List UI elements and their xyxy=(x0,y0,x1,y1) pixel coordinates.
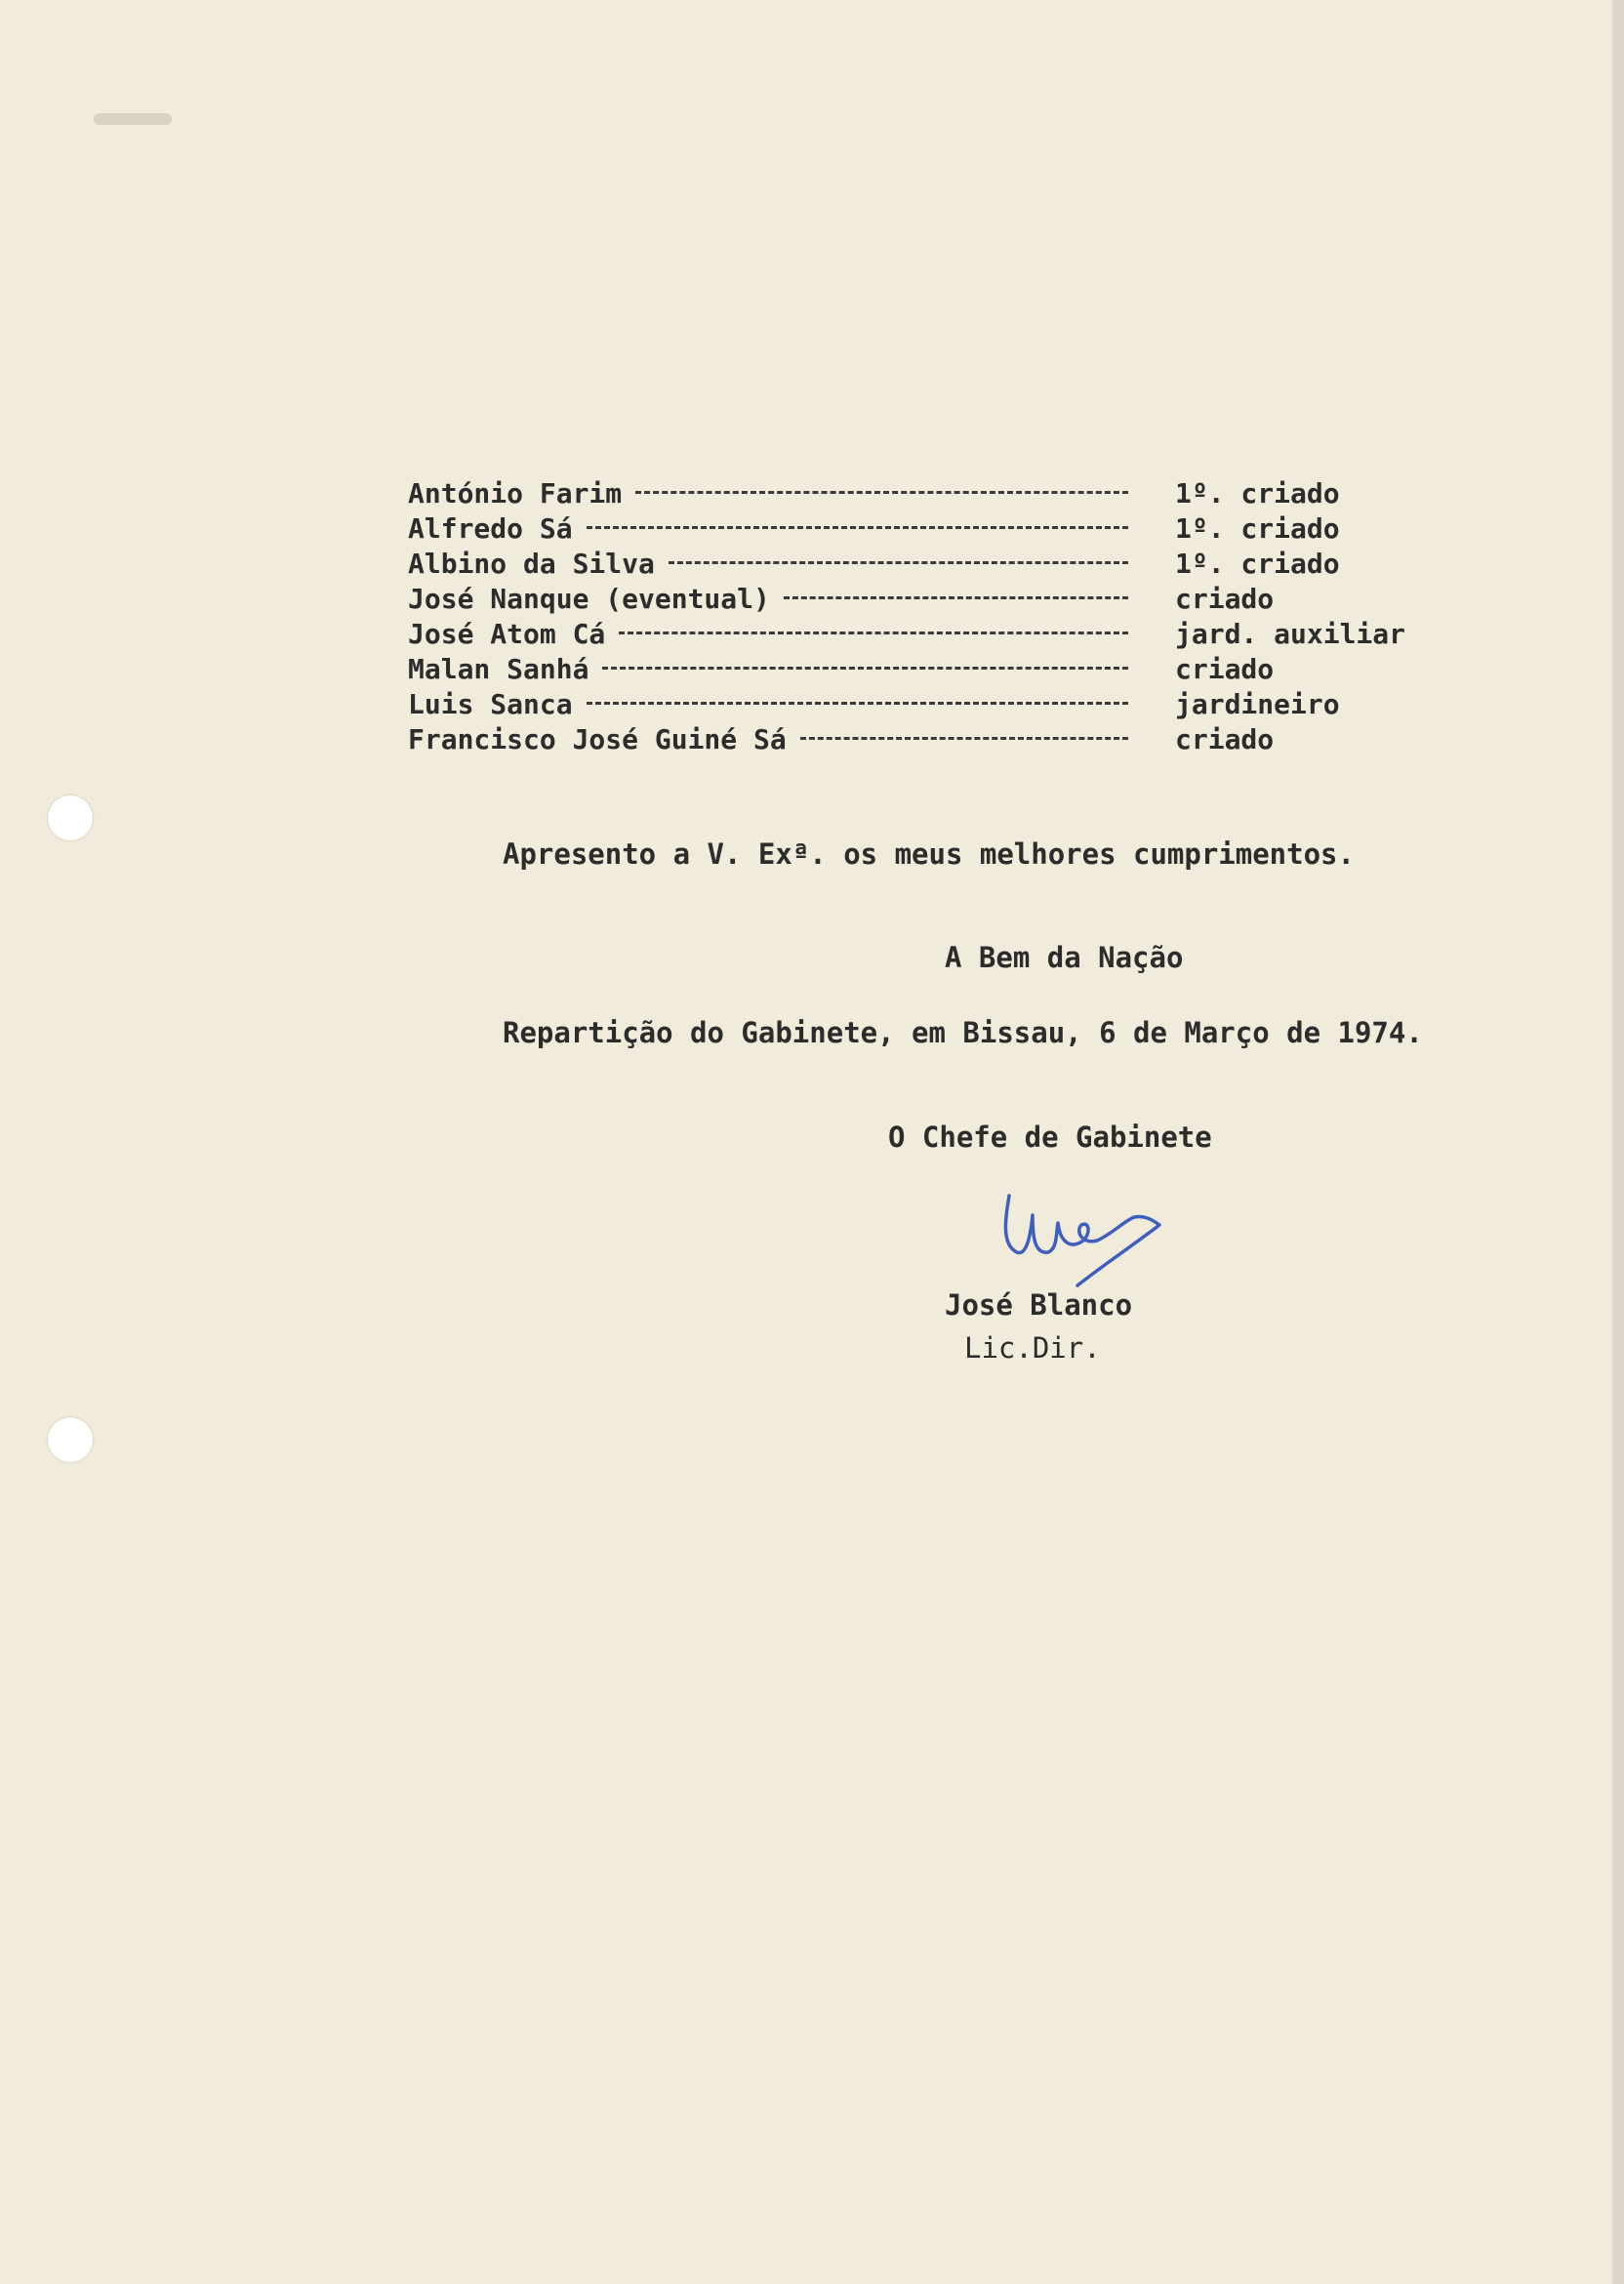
staff-row xyxy=(408,687,1482,722)
staff-role: jardineiro xyxy=(1175,688,1340,720)
closing-motto: A Bem da Nação xyxy=(945,941,1184,974)
staff-name: Malan Sanhá xyxy=(408,653,589,685)
dash-leader xyxy=(602,667,1128,670)
staff-row xyxy=(408,617,1482,652)
staff-name: José Atom Cá xyxy=(408,618,606,650)
signatory-degree: Lic.Dir. xyxy=(964,1331,1101,1365)
staff-row xyxy=(408,582,1482,617)
staff-name: Alfredo Sá xyxy=(408,512,573,545)
dash-leader xyxy=(784,596,1128,599)
staff-role: 1º. criado xyxy=(1175,548,1340,580)
staff-row xyxy=(408,476,1482,511)
staff-name: José Nanque (eventual) xyxy=(408,583,770,615)
punch-hole-bottom xyxy=(48,1417,93,1462)
staff-row xyxy=(408,652,1482,687)
dash-leader xyxy=(800,737,1128,740)
staff-name: Francisco José Guiné Sá xyxy=(408,723,787,755)
staff-role: 1º. criado xyxy=(1175,512,1340,545)
page-edge-shadow xyxy=(1612,0,1624,2284)
staff-role: criado xyxy=(1175,583,1275,615)
dash-leader xyxy=(587,526,1128,529)
staff-name: Albino da Silva xyxy=(408,548,655,580)
signatory-name: José Blanco xyxy=(945,1288,1133,1322)
staff-list xyxy=(408,476,1482,757)
staff-role: criado xyxy=(1175,723,1275,755)
staff-name: Luis Sanca xyxy=(408,688,573,720)
staff-role: 1º. criado xyxy=(1175,477,1340,510)
punch-hole-top xyxy=(48,795,93,840)
staff-name: António Farim xyxy=(408,477,623,510)
staff-row xyxy=(408,511,1482,547)
closing-greeting: Apresento a V. Exª. os meus melhores cumprimentos. xyxy=(503,837,1355,871)
dash-leader xyxy=(635,491,1128,494)
staff-row xyxy=(408,722,1482,757)
dash-leader xyxy=(587,702,1128,705)
staff-role: jard. auxiliar xyxy=(1175,618,1406,650)
signatory-title: O Chefe de Gabinete xyxy=(888,1121,1212,1154)
staff-role: criado xyxy=(1175,653,1275,685)
dash-leader xyxy=(619,632,1128,634)
place-and-date: Repartição do Gabinete, em Bissau, 6 de Março de 1974. xyxy=(503,1016,1423,1049)
paper-tear-mark xyxy=(94,113,172,125)
staff-row xyxy=(408,547,1482,582)
dash-leader xyxy=(669,561,1128,564)
